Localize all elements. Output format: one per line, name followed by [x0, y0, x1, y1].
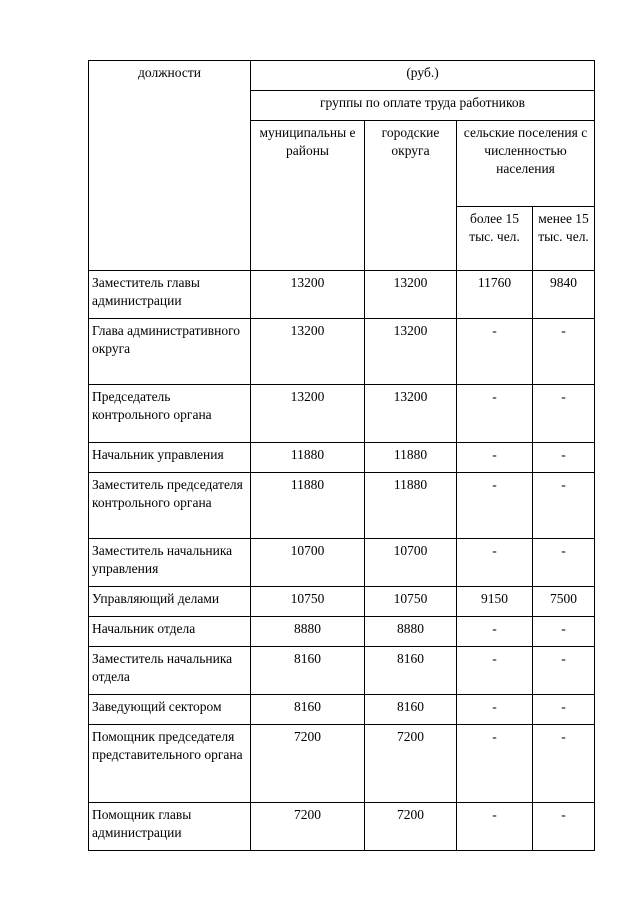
position-cell: Помощник председателя представительного органа: [89, 725, 251, 803]
table-row: [89, 587, 595, 617]
less15-value: -: [533, 319, 595, 385]
less15-value: -: [533, 473, 595, 539]
urban-value: 10750: [365, 587, 457, 617]
header-municipal: муниципальны е районы: [251, 121, 365, 271]
municipal-value: 13200: [251, 271, 365, 319]
less15-value: -: [533, 803, 595, 851]
position-cell: Заместитель начальника отдела: [89, 647, 251, 695]
header-rural: сельские поселения с численностью населения: [457, 121, 595, 207]
more15-value: -: [457, 617, 533, 647]
header-units: (руб.): [251, 61, 595, 91]
table-row: [89, 725, 595, 803]
table-row: [89, 617, 595, 647]
header-more15: более 15 тыс. чел.: [457, 207, 533, 271]
position-cell: Управляющий делами: [89, 587, 251, 617]
municipal-value: 8160: [251, 695, 365, 725]
position-cell: Заместитель начальника управления: [89, 539, 251, 587]
more15-value: -: [457, 647, 533, 695]
less15-value: 9840: [533, 271, 595, 319]
table-row: [89, 473, 595, 539]
municipal-value: 10750: [251, 587, 365, 617]
more15-value: -: [457, 443, 533, 473]
table-row: [89, 319, 595, 385]
less15-value: -: [533, 617, 595, 647]
urban-value: 13200: [365, 385, 457, 443]
urban-value: 7200: [365, 803, 457, 851]
header-position: должности: [89, 61, 251, 271]
table-body: [89, 271, 595, 851]
more15-value: -: [457, 539, 533, 587]
urban-value: 11880: [365, 443, 457, 473]
table-row: [89, 443, 595, 473]
municipal-value: 13200: [251, 319, 365, 385]
municipal-value: 13200: [251, 385, 365, 443]
urban-value: 13200: [365, 271, 457, 319]
header-groups-caption: группы по оплате труда работников: [251, 91, 595, 121]
urban-value: 8160: [365, 695, 457, 725]
municipal-value: 7200: [251, 725, 365, 803]
urban-value: 7200: [365, 725, 457, 803]
position-cell: Заместитель главы администрации: [89, 271, 251, 319]
position-cell: Начальник отдела: [89, 617, 251, 647]
urban-value: 8880: [365, 617, 457, 647]
municipal-value: 7200: [251, 803, 365, 851]
more15-value: -: [457, 319, 533, 385]
less15-value: -: [533, 647, 595, 695]
urban-value: 8160: [365, 647, 457, 695]
more15-value: 9150: [457, 587, 533, 617]
table-row: [89, 539, 595, 587]
urban-value: 10700: [365, 539, 457, 587]
more15-value: 11760: [457, 271, 533, 319]
municipal-value: 10700: [251, 539, 365, 587]
municipal-value: 8160: [251, 647, 365, 695]
more15-value: -: [457, 695, 533, 725]
less15-value: -: [533, 443, 595, 473]
more15-value: -: [457, 803, 533, 851]
more15-value: -: [457, 725, 533, 803]
position-cell: Заместитель председателя контрольного органа: [89, 473, 251, 539]
position-cell: Председатель контрольного органа: [89, 385, 251, 443]
less15-value: 7500: [533, 587, 595, 617]
urban-value: 13200: [365, 319, 457, 385]
salary-table: [88, 60, 595, 851]
less15-value: -: [533, 539, 595, 587]
more15-value: -: [457, 473, 533, 539]
position-cell: Глава административного округа: [89, 319, 251, 385]
municipal-value: 8880: [251, 617, 365, 647]
urban-value: 11880: [365, 473, 457, 539]
header-row-1: [89, 61, 595, 91]
municipal-value: 11880: [251, 473, 365, 539]
table-row: [89, 385, 595, 443]
less15-value: -: [533, 725, 595, 803]
less15-value: -: [533, 695, 595, 725]
municipal-value: 11880: [251, 443, 365, 473]
table-row: [89, 647, 595, 695]
header-urban: городские округа: [365, 121, 457, 271]
less15-value: -: [533, 385, 595, 443]
more15-value: -: [457, 385, 533, 443]
position-cell: Начальник управления: [89, 443, 251, 473]
position-cell: Помощник главы администрации: [89, 803, 251, 851]
table-row: [89, 271, 595, 319]
table-row: [89, 803, 595, 851]
position-cell: Заведующий сектором: [89, 695, 251, 725]
table-row: [89, 695, 595, 725]
header-less15: менее 15 тыс. чел.: [533, 207, 595, 271]
